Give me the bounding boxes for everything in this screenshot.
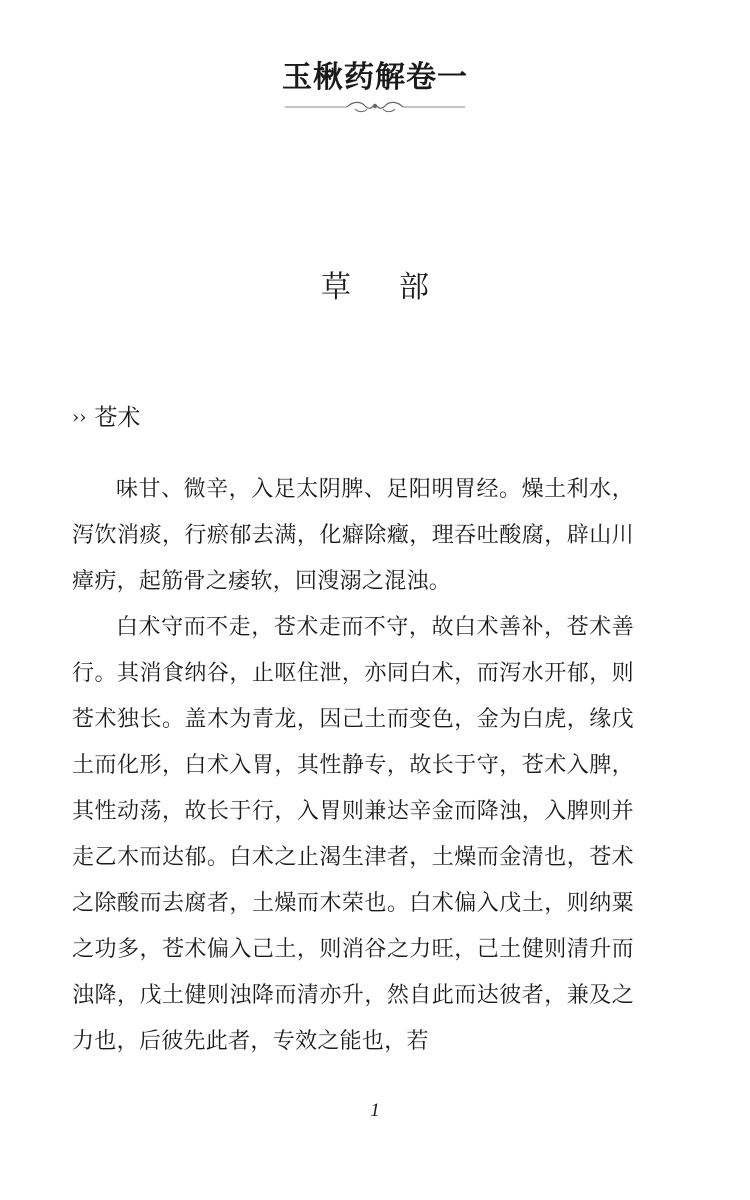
paragraph-1: 味甘、微辛，入足太阴脾、足阳明胃经。燥土利水，泻饮消痰，行瘀郁去满，化癖除癥，理吞吐酸腐，辟山川瘴疠，起筋骨之痿软，回溲溺之混浊。 — [72, 477, 634, 594]
section-title-char-1: 草 — [321, 270, 351, 305]
page-header — [0, 58, 750, 114]
title-ornament-divider — [285, 100, 465, 114]
entry-name: 苍术 — [94, 405, 141, 431]
entry-marker-icon: ›› — [72, 407, 87, 428]
paragraph-2: 白术守而不走，苍术走而不守，故白术善补，苍术善行。其消食纳谷，止呕住泄，亦同白术，而泻水开郁，则苍术独长。盖木为青龙，因己土而变色，金为白虎，缘戊土而化形，白术入胃，其性静专，故长于守，苍术入脾，其性动荡，故长于行，入胃则兼达辛金而降浊，入脾则并走乙木而达郁。白术之止渴生津者，土燥而金清也，苍术之除酸而去腐者，土燥而木荣也。白术偏入戊土，则纳粟之功多，苍术偏入己土，则消谷之力旺，己土健则清升而浊降，戊土健则浊降而清亦升，然自此而达彼者，兼及之力也，后彼先此者，专效之能也，若 — [72, 615, 634, 1054]
entry-heading — [72, 400, 140, 436]
book-title: 玉楸药解卷一 — [282, 60, 468, 95]
body-text — [72, 467, 634, 1065]
section-title-char-2: 部 — [399, 270, 429, 305]
page-number: 1 — [370, 1100, 380, 1121]
section-title — [0, 266, 750, 310]
